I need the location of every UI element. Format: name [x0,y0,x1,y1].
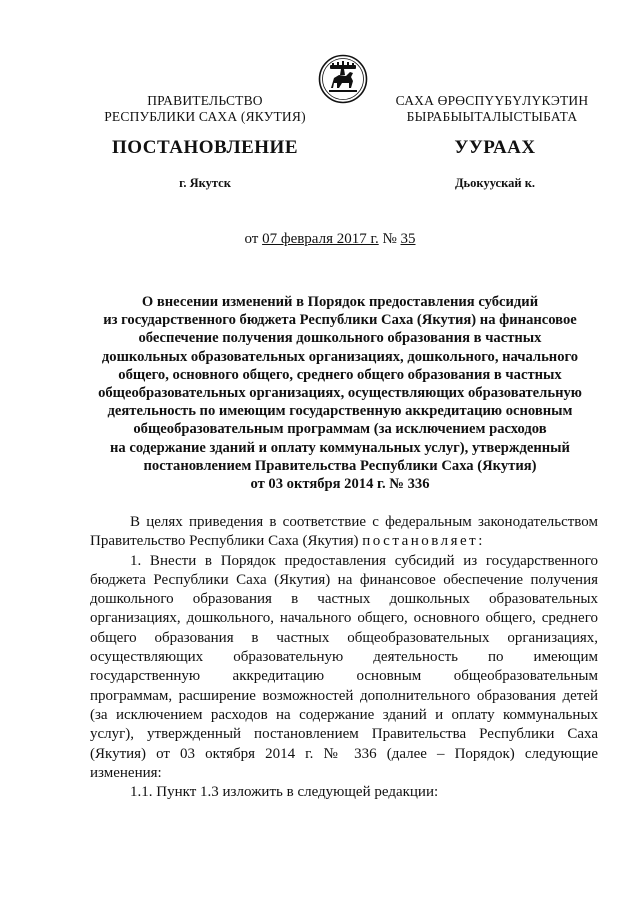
item-1-line: (Якутия) от 03 октября 2014 г. № 336 (далее – Порядок) следующие [90,745,598,762]
title-line: из государственного бюджета Республики Саха (Якутия) на финансовое [103,312,577,329]
document-date: 07 февраля 2017 г. [262,231,379,247]
title-line: общего, основного общего, среднего общего образования в частных [118,366,562,383]
item-1-line: услуг), утвержденный постановлением Правительства Республики Саха [90,726,598,743]
government-name-yakut [382,93,602,125]
date-and-number [200,231,460,248]
intro-line [90,532,598,551]
document-title [82,293,598,493]
title-line: дошкольных образовательных организациях, дошкольного, начального [101,348,579,365]
document-body [90,513,598,802]
header-right-line-1: САХА ӨРӨСПҮҮБҮЛҮКЭТИН [395,93,589,108]
title-line: общеобразовательным программам (за исключением расходов [133,421,547,438]
header-right-line-2: БЫРАБЫЫТАЛЫСТЫБАТА [406,109,578,124]
item-1-line: государственную аккредитацию основным общеобразовательным [90,668,598,685]
item-1-line: изменения: [90,764,162,781]
title-line: от 03 октября 2014 г. № 336 [250,476,430,493]
city-russian: г. Якутск [179,176,231,190]
item-1-line: (за исключением расходов на содержание зданий и оплату коммунальных [90,706,598,723]
title-line: обеспечение получения дошкольного образования в частных [138,330,542,347]
document-number: 35 [400,231,416,247]
title-line: постановлением Правительства Республики Саха (Якутия) [143,457,537,474]
intro-government: Правительство Республики Саха (Якутия) [90,533,363,550]
date-prefix: от [244,231,263,247]
header-left-line-2: РЕСПУБЛИКИ САХА (ЯКУТИЯ) [104,109,306,124]
item-1-line: общего образования в частных общеобразовательных организациях, [90,629,598,646]
item-1-line: организациях, дошкольного, начального общего, основного общего, среднего [90,610,598,627]
document-type-yakut: УУРААХ [454,137,536,158]
item-1-line: программам, расширение возможностей дополнительного образования детей [90,687,598,704]
city-yakut: Дьокуускай к. [454,176,536,190]
decree-verb: постановляет: [362,533,485,550]
item-1-line: 1. Внести в Порядок предоставления субсидий из государственного [130,552,598,569]
intro-line: В целях приведения в соответствие с федеральным законодательством [130,514,598,530]
title-line: на содержание зданий и оплату коммунальных услуг), утвержденный [110,439,570,456]
government-name-russian [100,93,310,125]
title-line: О внесении изменений в Порядок предоставления субсидий [141,294,539,310]
item-1-line: дошкольного образования в частных дошкольных образовательных [90,591,598,608]
title-line: общеобразовательных организациях, осуществляющих образовательную [98,385,582,402]
number-label: № [378,231,401,247]
document-type-russian: ПОСТАНОВЛЕНИЕ [111,137,299,158]
title-line: деятельность по имеющим государственную аккредитацию основным [107,403,573,420]
item-1-1: 1.1. Пункт 1.3 изложить в следующей редакции: [130,784,439,801]
header-left-line-1: ПРАВИТЕЛЬСТВО [147,93,263,108]
item-1-line: бюджета Республики Саха (Якутия) на финансовое обеспечение получения [90,571,598,588]
item-1-line: осуществляющих образовательную деятельность по имеющим [90,649,598,666]
yakutia-coat-of-arms-icon [318,54,368,104]
